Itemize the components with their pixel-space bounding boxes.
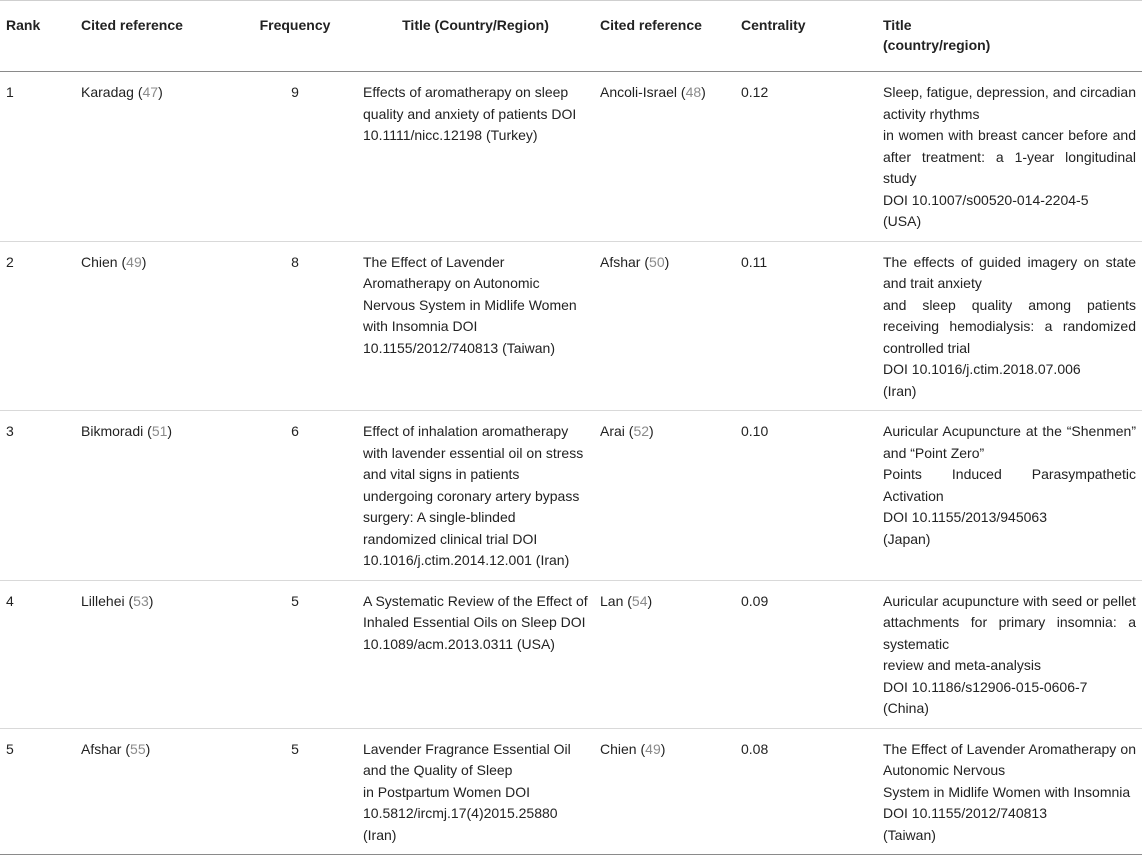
reference-number-link[interactable]: 55: [130, 740, 146, 757]
cited-reference-cell: Lillehei (53): [75, 580, 233, 728]
header-row: [0, 1, 1142, 72]
author-name: Lan: [600, 592, 624, 609]
title-country-cell: [357, 728, 594, 855]
rank-cell: 5: [6, 740, 14, 757]
reference-number-link[interactable]: 54: [631, 592, 648, 609]
header-title-country-region: Title (Country/Region): [357, 1, 594, 72]
title-line: Points Induced Parasympathetic Activation: [883, 466, 1136, 504]
header-title-country-region-2: [877, 1, 1142, 72]
title-line: DOI 10.1016/j.ctim.2018.07.006: [883, 361, 1081, 377]
rank-cell: 1: [0, 72, 75, 242]
title-line: DOI 10.1007/s00520-014-2204-5: [883, 191, 1089, 208]
title-country-cell: The Effect of Lavender Aromatherapy on Autonomic Nervous System in Midlife Women with Insomnia DOI 10.1155/2012/740813 (Taiwan): [357, 241, 594, 411]
author-name: Chien: [81, 253, 118, 270]
frequency-cell: 8: [233, 241, 357, 411]
cited-reference-cell: Bikmoradi (51): [75, 411, 233, 581]
title-line: DOI 10.1155/2013/945063: [883, 509, 1047, 525]
centrality-cell: 0.08: [741, 740, 769, 757]
cited-reference-cell-2: Lan (54): [594, 580, 735, 728]
header-title-line: Title: [883, 17, 912, 33]
cited-reference-cell-2: Arai (52): [594, 411, 735, 581]
reference-number-link[interactable]: 50: [649, 253, 665, 270]
rank-cell: 3: [0, 411, 75, 581]
table-body: [0, 72, 1142, 855]
cited-reference-cell: Afshar (55): [81, 740, 151, 757]
author-name: Afshar: [81, 740, 122, 757]
author-name: Bikmoradi: [81, 423, 144, 439]
table-row: [0, 241, 1142, 411]
header-country-line: (country/region): [883, 37, 991, 53]
table-row: [0, 72, 1142, 242]
author-name: Arai: [600, 423, 625, 439]
centrality-cell: 0.12: [735, 72, 877, 242]
title-line: (Iran): [883, 382, 917, 399]
header-frequency: Frequency: [233, 1, 357, 72]
table-row: [0, 580, 1142, 728]
reference-number-link[interactable]: 52: [633, 423, 650, 439]
title-country-cell: Effects of aromatherapy on sleep quality and anxiety of patients DOI 10.1111/nicc.12198 (Turkey): [357, 72, 594, 242]
table-row: [0, 411, 1142, 581]
title-line: Auricular Acupuncture at the “Shenmen” and “Point Zero”: [883, 423, 1136, 461]
title-country-cell: A Systematic Review of the Effect of Inhaled Essential Oils on Sleep DOI 10.1089/acm.2013.0311 (USA): [357, 580, 594, 728]
centrality-cell: 0.10: [735, 411, 877, 581]
title-line: DOI 10.1186/s12906-015-0606-7: [883, 678, 1088, 695]
title-line: in Postpartum Women DOI 10.5812/ircmj.17(4)2015.25880 (Iran): [363, 783, 558, 843]
rank-cell: 4: [0, 580, 75, 728]
author-name: Karadag: [81, 84, 134, 100]
header-cited-reference: Cited reference: [75, 1, 233, 72]
reference-number-link[interactable]: 49: [645, 740, 661, 757]
title-line: System in Midlife Women with Insomnia: [883, 783, 1131, 800]
header-centrality: Centrality: [735, 1, 877, 72]
reference-number-link[interactable]: 51: [151, 423, 168, 439]
title-country-cell-2: [877, 580, 1142, 728]
author-name: Ancoli-Israel: [600, 84, 678, 100]
centrality-cell: 0.11: [735, 241, 877, 411]
frequency-cell: 9: [233, 72, 357, 242]
cited-reference-cell-2: Chien (49): [600, 740, 666, 757]
reference-number-link[interactable]: 47: [142, 84, 159, 100]
author-name: Afshar: [600, 253, 641, 270]
cited-reference-cell-2: Ancoli-Israel (48): [594, 72, 735, 242]
cited-reference-cell: Chien (49): [75, 241, 233, 411]
title-line: in women with breast cancer before and after treatment: a 1-year longitudinal study: [883, 127, 1136, 186]
frequency-cell: 6: [233, 411, 357, 581]
title-line: attachments for primary insomnia: a systematic: [883, 614, 1136, 652]
title-line: (Taiwan): [883, 826, 936, 843]
title-line: (Japan): [883, 530, 931, 547]
table-row: [0, 728, 1142, 855]
title-country-cell-2: [877, 728, 1142, 855]
centrality-cell: 0.09: [735, 580, 877, 728]
title-country-cell-2: [877, 72, 1142, 242]
rank-cell: 2: [0, 241, 75, 411]
title-line: Sleep, fatigue, depression, and circadian activity rhythms: [883, 84, 1136, 122]
author-name: Chien: [600, 740, 637, 757]
title-line: Lavender Fragrance Essential Oil and the Quality of Sleep: [363, 740, 571, 778]
title-line: and sleep quality among patients receiving hemodialysis: a randomized controlled trial: [883, 296, 1136, 356]
title-line: DOI 10.1155/2012/740813: [883, 805, 1047, 821]
title-country-cell-2: [877, 411, 1142, 581]
cited-reference-cell: Karadag (47): [75, 72, 233, 242]
author-name: Lillehei: [81, 592, 125, 609]
title-line: The effects of guided imagery on state and trait anxiety: [883, 253, 1136, 291]
title-line: (China): [883, 700, 929, 716]
cited-reference-cell-2: Afshar (50): [594, 241, 735, 411]
title-line: The Effect of Lavender Aromatherapy on Autonomic Nervous: [883, 740, 1136, 778]
header-cited-reference-2: Cited reference: [594, 1, 735, 72]
header-rank: Rank: [0, 1, 75, 72]
title-country-cell: Effect of inhalation aromatherapy with lavender essential oil on stress and vital signs in patients undergoing coronary artery bypass surgery: A single-blinded randomized clinical trial DOI 10.1016/j.ctim.2014.12.001 (Iran): [357, 411, 594, 581]
reference-number-link[interactable]: 49: [126, 253, 142, 270]
frequency-cell: 5: [291, 740, 299, 757]
title-line: review and meta-analysis: [883, 657, 1041, 673]
reference-number-link[interactable]: 53: [133, 592, 149, 609]
title-line: (USA): [883, 213, 922, 229]
reference-number-link[interactable]: 48: [685, 84, 702, 100]
title-line: Auricular acupuncture with seed or pellet: [883, 592, 1136, 609]
title-country-cell-2: [877, 241, 1142, 411]
frequency-cell: 5: [233, 580, 357, 728]
